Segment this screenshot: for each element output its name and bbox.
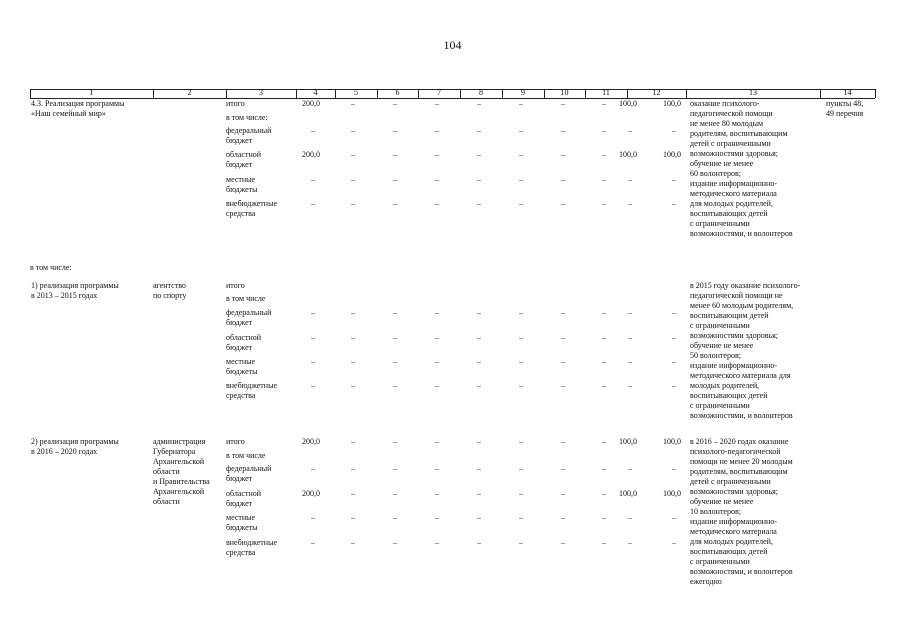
value-dash: –	[393, 357, 397, 366]
value-dash: –	[519, 538, 523, 547]
value-dash: –	[351, 513, 355, 522]
value-dash: –	[477, 99, 481, 108]
value-dash: –	[628, 357, 632, 366]
column-number: 5	[354, 88, 358, 97]
value-dash: –	[351, 199, 355, 208]
value-dash: –	[561, 437, 565, 446]
value-dash: –	[519, 333, 523, 342]
value-dash: –	[477, 489, 481, 498]
value-dash: –	[561, 199, 565, 208]
value-dash: –	[393, 464, 397, 473]
value-cell: 100,0	[619, 437, 637, 446]
value-dash: –	[628, 464, 632, 473]
value-dash: –	[351, 464, 355, 473]
value-dash: –	[351, 437, 355, 446]
value-dash: –	[435, 437, 439, 446]
value-dash: –	[672, 333, 676, 342]
value-dash: –	[602, 357, 606, 366]
value-dash: –	[602, 489, 606, 498]
value-dash: –	[602, 199, 606, 208]
value-dash: –	[602, 464, 606, 473]
value-cell: 100,0	[663, 150, 681, 159]
value-dash: –	[351, 538, 355, 547]
value-dash: –	[393, 150, 397, 159]
value-dash: –	[393, 99, 397, 108]
value-dash: –	[519, 199, 523, 208]
value-dash: –	[477, 513, 481, 522]
value-dash: –	[393, 333, 397, 342]
value-dash: –	[311, 333, 315, 342]
executor: агентство по спорту	[153, 281, 187, 300]
funding-source: в том числе:	[226, 113, 268, 122]
program-label: 2) реализация программы в 2016 – 2020 годах	[31, 437, 119, 456]
funding-source: областной бюджет	[226, 333, 262, 352]
value-dash: –	[477, 175, 481, 184]
executor: администрация Губернатора Архангельской области и Правительства Архангельской области	[153, 437, 210, 506]
value-dash: –	[311, 513, 315, 522]
value-dash: –	[519, 126, 523, 135]
value-dash: –	[561, 381, 565, 390]
value-dash: –	[602, 437, 606, 446]
page-number: 104	[443, 38, 462, 52]
value-dash: –	[561, 357, 565, 366]
funding-source: итого	[226, 281, 245, 290]
value-cell: 200,0	[302, 99, 320, 108]
value-dash: –	[393, 308, 397, 317]
column-number: 14	[843, 88, 852, 97]
value-dash: –	[602, 99, 606, 108]
column-number: 9	[521, 88, 525, 97]
value-dash: –	[561, 333, 565, 342]
value-dash: –	[561, 175, 565, 184]
value-dash: –	[477, 333, 481, 342]
value-dash: –	[311, 381, 315, 390]
value-dash: –	[602, 513, 606, 522]
value-dash: –	[561, 538, 565, 547]
value-dash: –	[628, 308, 632, 317]
value-dash: –	[351, 489, 355, 498]
value-dash: –	[602, 175, 606, 184]
value-dash: –	[672, 308, 676, 317]
value-dash: –	[311, 126, 315, 135]
value-dash: –	[602, 126, 606, 135]
column-number: 11	[602, 88, 610, 97]
expected-result: в 2015 году оказание психолого- педагогической помощи не менее 60 молодым родителям, воспитывающим детей с ограниченными возможностями здоровья; обучение не менее 50 волонтеров; издание информационно- методического материала для молодых родителей, воспитывающих детей с ограниченными возможностями, и волонтеров	[690, 281, 801, 420]
value-dash: –	[477, 126, 481, 135]
value-dash: –	[393, 381, 397, 390]
expected-result: оказание психолого- педагогической помощи не менее 80 молодым родителям, воспитывающим детей с ограниченными возможностями здоровья; обучение не менее 60 волонтеров; издание информационно- методического материала для молодых родителей, воспитывающих детей с ограниченными возможностями, и волонтеров	[690, 99, 793, 238]
value-dash: –	[351, 381, 355, 390]
funding-source: федеральный бюджет	[226, 126, 272, 145]
value-dash: –	[477, 381, 481, 390]
value-dash: –	[393, 126, 397, 135]
value-dash: –	[602, 150, 606, 159]
value-dash: –	[435, 357, 439, 366]
column-number: 12	[652, 88, 661, 97]
value-dash: –	[435, 126, 439, 135]
between-label: в том числе:	[30, 263, 72, 272]
value-dash: –	[672, 357, 676, 366]
expected-result: в 2016 – 2020 годах оказание психолого-педагогической помощи не менее 20 молодым родителям, воспитывающим детей с ограниченными возможностями здоровья; обучение не менее 10 волонтеров; издание информационно- методического материала для молодых родителей, воспитывающих детей с ограниченными возможностями, и волонтеров ежегодно	[690, 437, 793, 586]
value-dash: –	[519, 308, 523, 317]
funding-source: местные бюджеты	[226, 513, 258, 532]
funding-source: в том числе	[226, 294, 266, 303]
funding-source: в том числе	[226, 451, 266, 460]
funding-source: областной бюджет	[226, 489, 262, 508]
funding-source: местные бюджеты	[226, 357, 258, 376]
funding-source: местные бюджеты	[226, 175, 258, 194]
value-dash: –	[672, 126, 676, 135]
value-dash: –	[477, 437, 481, 446]
column-number: 2	[187, 88, 192, 97]
value-dash: –	[393, 513, 397, 522]
value-dash: –	[435, 464, 439, 473]
value-dash: –	[519, 381, 523, 390]
value-dash: –	[628, 513, 632, 522]
value-cell: 100,0	[619, 150, 637, 159]
value-dash: –	[602, 381, 606, 390]
value-dash: –	[435, 381, 439, 390]
program-label: 1) реализация программы в 2013 – 2015 годах	[31, 281, 119, 300]
value-cell: 200,0	[302, 489, 320, 498]
value-dash: –	[435, 333, 439, 342]
value-dash: –	[435, 175, 439, 184]
value-dash: –	[672, 175, 676, 184]
value-dash: –	[435, 99, 439, 108]
value-dash: –	[351, 150, 355, 159]
value-dash: –	[435, 513, 439, 522]
value-dash: –	[477, 357, 481, 366]
value-dash: –	[311, 464, 315, 473]
value-dash: –	[672, 538, 676, 547]
funding-source: внебюджетные средства	[226, 199, 277, 218]
value-dash: –	[393, 175, 397, 184]
value-dash: –	[602, 333, 606, 342]
column-number: 10	[560, 88, 569, 97]
funding-source: областной бюджет	[226, 150, 262, 169]
value-dash: –	[561, 99, 565, 108]
value-dash: –	[628, 199, 632, 208]
value-dash: –	[561, 126, 565, 135]
value-dash: –	[519, 150, 523, 159]
value-dash: –	[561, 150, 565, 159]
value-dash: –	[519, 357, 523, 366]
value-dash: –	[393, 489, 397, 498]
column-number: 3	[259, 88, 263, 97]
funding-source: итого	[226, 437, 245, 446]
value-dash: –	[628, 381, 632, 390]
value-dash: –	[477, 308, 481, 317]
column-number: 8	[479, 88, 483, 97]
value-dash: –	[519, 489, 523, 498]
value-dash: –	[477, 464, 481, 473]
value-dash: –	[435, 489, 439, 498]
value-cell: 100,0	[663, 437, 681, 446]
value-dash: –	[477, 538, 481, 547]
value-cell: 100,0	[663, 99, 681, 108]
value-dash: –	[351, 99, 355, 108]
value-dash: –	[628, 126, 632, 135]
value-dash: –	[435, 538, 439, 547]
value-dash: –	[351, 357, 355, 366]
value-dash: –	[602, 538, 606, 547]
value-dash: –	[519, 99, 523, 108]
column-number: 1	[89, 88, 94, 97]
value-dash: –	[672, 513, 676, 522]
funding-source: итого	[226, 99, 245, 108]
value-cell: 200,0	[302, 437, 320, 446]
value-dash: –	[477, 150, 481, 159]
funding-source: федеральный бюджет	[226, 308, 272, 327]
value-dash: –	[311, 308, 315, 317]
value-cell: 100,0	[619, 489, 637, 498]
header-divider	[875, 89, 876, 98]
value-dash: –	[435, 308, 439, 317]
value-dash: –	[393, 437, 397, 446]
funding-source: внебюджетные средства	[226, 381, 277, 400]
value-dash: –	[519, 513, 523, 522]
column-number: 13	[749, 88, 757, 97]
column-number: 7	[437, 88, 441, 97]
value-cell: 100,0	[663, 489, 681, 498]
value-dash: –	[628, 333, 632, 342]
value-dash: –	[628, 175, 632, 184]
value-dash: –	[561, 489, 565, 498]
program-label: 4.3. Реализация программы «Наш семейный мир»	[31, 99, 125, 118]
value-dash: –	[628, 538, 632, 547]
value-dash: –	[519, 437, 523, 446]
value-dash: –	[561, 308, 565, 317]
value-dash: –	[435, 150, 439, 159]
value-dash: –	[672, 199, 676, 208]
value-dash: –	[393, 199, 397, 208]
value-dash: –	[393, 538, 397, 547]
value-dash: –	[351, 333, 355, 342]
funding-source: внебюджетные средства	[226, 538, 277, 557]
value-dash: –	[311, 175, 315, 184]
funding-source: федеральный бюджет	[226, 464, 272, 483]
value-dash: –	[311, 199, 315, 208]
value-cell: 200,0	[302, 150, 320, 159]
value-dash: –	[519, 175, 523, 184]
value-dash: –	[519, 464, 523, 473]
value-cell: 100,0	[619, 99, 637, 108]
value-dash: –	[351, 126, 355, 135]
value-dash: –	[561, 513, 565, 522]
value-dash: –	[351, 308, 355, 317]
value-dash: –	[311, 357, 315, 366]
reference: пункты 48, 49 перечня	[826, 99, 864, 118]
value-dash: –	[311, 538, 315, 547]
column-number: 4	[313, 88, 318, 97]
value-dash: –	[561, 464, 565, 473]
value-dash: –	[435, 199, 439, 208]
value-dash: –	[602, 308, 606, 317]
column-number: 6	[395, 88, 400, 97]
value-dash: –	[672, 464, 676, 473]
value-dash: –	[477, 199, 481, 208]
value-dash: –	[351, 175, 355, 184]
value-dash: –	[672, 381, 676, 390]
